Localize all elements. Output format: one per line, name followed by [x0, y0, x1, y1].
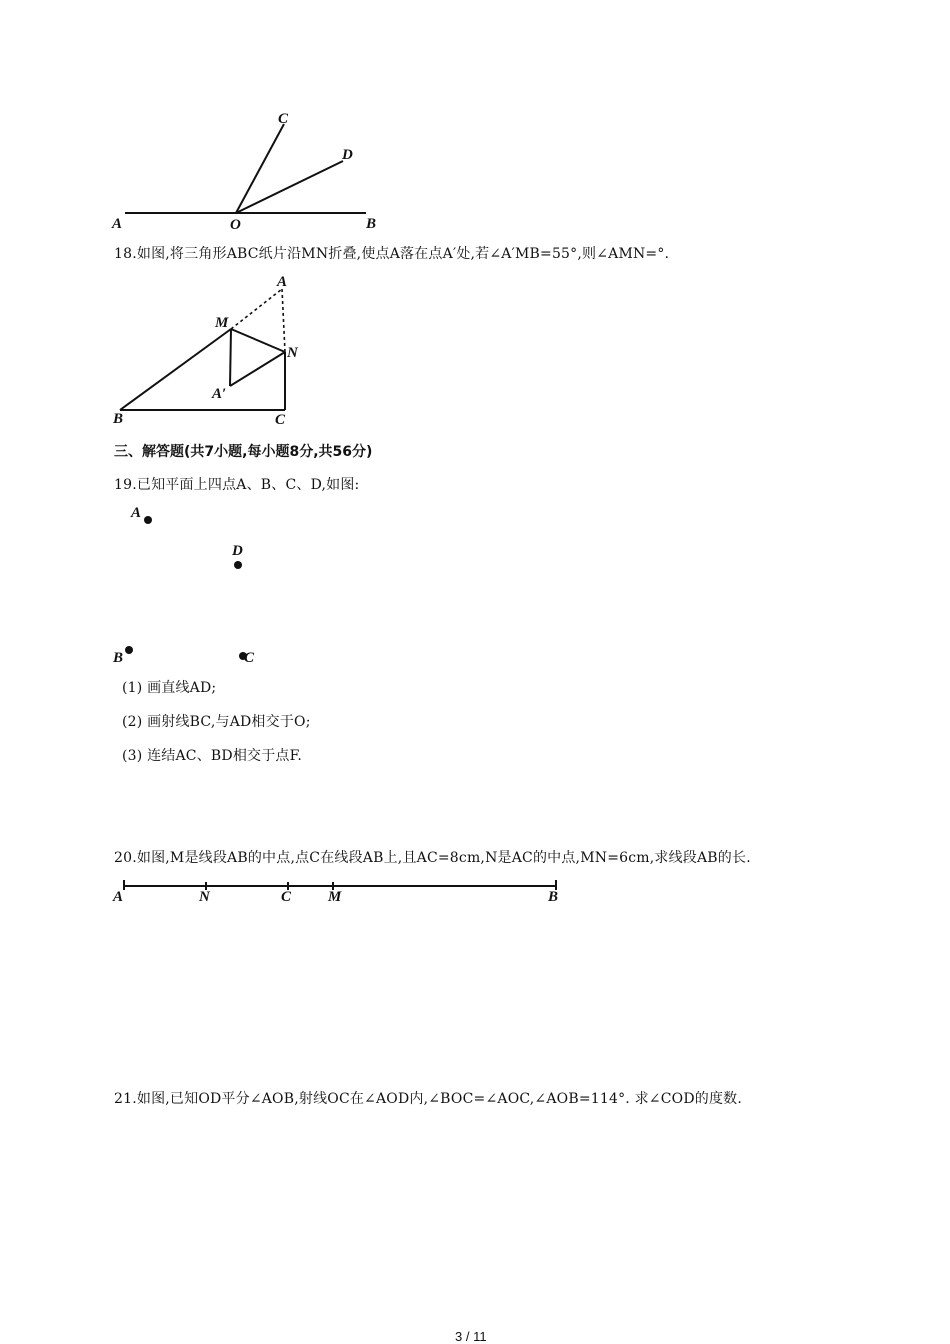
page-number: 3 / 11 — [455, 1329, 487, 1344]
question-21-text: 21.如图,已知OD平分∠AOB,射线OC在∠AOD内,∠BOC=∠AOC,∠AOB=114°. 求∠COD的度数. — [114, 1091, 742, 1107]
label-A-fig3: A — [131, 505, 142, 521]
question-19-text: 19.已知平面上四点A、B、C、D,如图: — [114, 477, 360, 493]
question-19-part-3: (3) 连结AC、BD相交于点F. — [122, 748, 302, 764]
label-N-fig4: N — [199, 889, 210, 905]
question-19-part-2: (2) 画射线BC,与AD相交于O; — [122, 714, 311, 730]
label-B-fig4: B — [548, 889, 559, 905]
label-C-fig2: C — [275, 412, 286, 428]
label-A-fig4: A — [113, 889, 124, 905]
label-C-fig4: C — [281, 889, 292, 905]
question-18-text: 18.如图,将三角形ABC纸片沿MN折叠,使点A落在点A′处,若∠A′MB=55°,则∠AMN=°. — [114, 246, 670, 262]
label-B-fig2: B — [113, 411, 124, 427]
label-M-fig2: M — [215, 315, 229, 331]
label-B-fig1: B — [366, 216, 377, 232]
label-M-fig4: M — [328, 889, 342, 905]
question-19-part-1: (1) 画直线AD; — [122, 680, 217, 696]
label-N-fig2: N — [287, 345, 298, 361]
label-B-fig3: B — [113, 650, 124, 666]
label-D-fig1: D — [342, 147, 353, 163]
section-3-heading: 三、解答题(共7小题,每小题8分,共56分) — [114, 444, 373, 460]
label-O-fig1: O — [230, 217, 241, 233]
label-A-fig1: A — [112, 216, 123, 232]
label-C-fig1: C — [278, 111, 289, 127]
question-20-text: 20.如图,M是线段AB的中点,点C在线段AB上,且AC=8cm,N是AC的中点,MN=6cm,求线段AB的长. — [114, 850, 751, 866]
label-D-fig3: D — [232, 543, 243, 559]
label-A-fig2: A — [277, 274, 288, 290]
label-A-prime-fig2: A′ — [212, 386, 227, 402]
label-C-fig3: C — [244, 650, 255, 666]
